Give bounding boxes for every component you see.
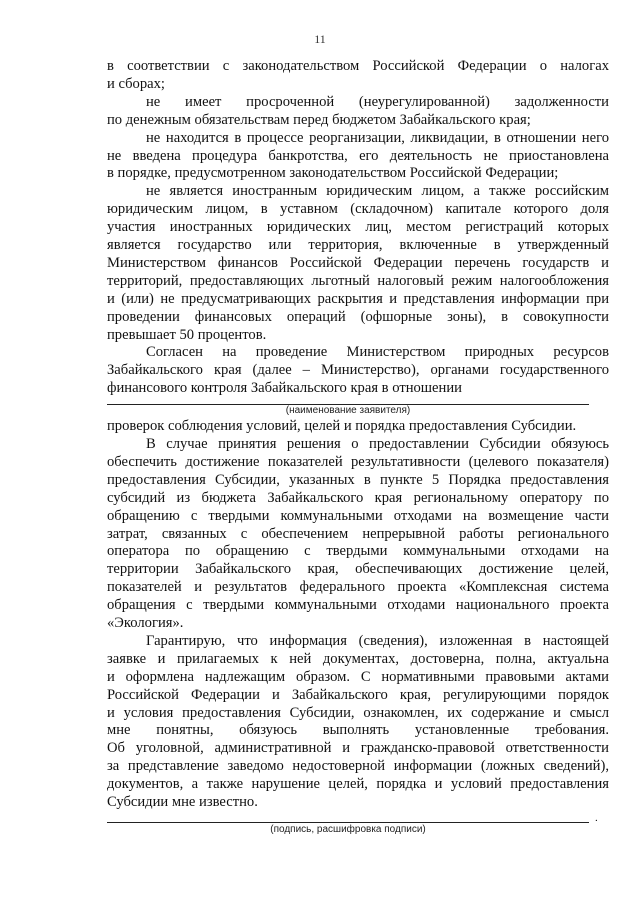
text-line: и (или) не предусматривающих раскрытия и представления информации при xyxy=(107,290,609,307)
text-line: Министерством финансов Российской Федерации перечень государств и xyxy=(107,254,609,271)
text-line: затрат, связанных с обеспечением непрерывной работы регионального xyxy=(107,525,609,542)
text-line: обращения с твердыми коммунальными отходами национального проекта xyxy=(107,597,609,614)
text-line: юридическим лицом, в уставном (складочном) капитале которого доля xyxy=(107,201,609,218)
text-line: проверок соблюдения условий, целей и порядка предоставления Субсидии. xyxy=(107,418,577,435)
text-line: и сборах; xyxy=(107,75,165,92)
text-line: Согласен на проведение Министерством природных ресурсов xyxy=(146,344,609,361)
text-line: показателей и результатов федерального проекта «Комплексная система xyxy=(107,579,609,596)
text-line: заявке и прилагаемых к ней документах, достоверна, полна, актуальна xyxy=(107,650,609,667)
text-line: документов, а также нарушение целей, порядка и условий предоставления xyxy=(107,776,609,793)
text-line: обращению с твердыми коммунальными отходами на возмещение части xyxy=(107,507,609,524)
text-line: мне понятны, обязуюсь выполнять установленные требования. xyxy=(107,722,609,739)
text-line: и условия предоставления Субсидии, ознакомлен, их содержание и смысл xyxy=(107,704,609,721)
text-line: в порядке, предусмотренном законодательством Российской Федерации; xyxy=(107,165,559,182)
text-line: территории Забайкальского края, обеспечивающих достижение целей, xyxy=(107,561,609,578)
text-line: В случае принятия решения о предоставлении Субсидии обязуюсь xyxy=(146,436,609,452)
text-line: участия иностранных юридических лиц, местом регистраций которых xyxy=(107,219,609,236)
text-line: не находится в процессе реорганизации, ликвидации, в отношении него xyxy=(146,129,609,146)
text-line: в соответствии с законодательством Российской Федерации о налогах xyxy=(107,58,609,74)
text-line: оператора по обращению с твердыми коммунальными отходами на xyxy=(107,543,609,560)
text-line: Гарантирую, что информация (сведения), изложенная в настоящей xyxy=(146,632,609,649)
text-line: предоставления Субсидии, указанных в пункте 5 Порядка предоставления xyxy=(107,471,609,488)
text-line: является государство или территория, включенные в утвержденный xyxy=(107,237,609,253)
text-line: Субсидии мне известно. xyxy=(107,794,258,810)
text-line: не имеет просроченной (неурегулированной) задолженности xyxy=(146,93,609,110)
text-line: субсидий из бюджета Забайкальского края региональному оператору по xyxy=(107,489,609,506)
text-line: обеспечить достижение показателей результативности (целевого показателя) xyxy=(107,453,609,470)
text-line: финансового контроля Забайкальского края в отношении xyxy=(107,380,462,397)
text-line: Российской Федерации и Забайкальского края, регулирующими порядок xyxy=(107,686,609,703)
signature-mark: . xyxy=(595,811,598,824)
text-line: за представление заведомо недостоверной информации (ложных сведений), xyxy=(107,758,609,775)
text-line: превышает 50 процентов. xyxy=(107,326,267,343)
signature-caption: (подпись, расшифровка подписи) xyxy=(270,823,426,835)
text-line: Об уголовной, административной и гражданско-правовой ответственности xyxy=(107,740,609,757)
text-line: Забайкальского края (далее – Министерство), органами государственного xyxy=(107,362,609,379)
text-line: территорий, предоставляющих льготный налоговый режим налогообложения xyxy=(107,272,609,289)
applicant-caption: (наименование заявителя) xyxy=(285,405,411,417)
signature-line xyxy=(107,822,589,823)
text-line: не является иностранным юридическим лицом, а также российским xyxy=(146,183,609,200)
page-number: 11 xyxy=(314,32,326,46)
text-line: и оформлена надлежащим образом. С нормативными правовыми актами xyxy=(107,668,609,685)
text-line: не введена процедура банкротства, его деятельность не приостановлена xyxy=(107,147,609,164)
text-line: проведении финансовых операций (офшорные зоны), в совокупности xyxy=(107,308,609,325)
text-line: «Экология». xyxy=(107,615,184,631)
text-line: по денежным обязательствам перед бюджетом Забайкальского края; xyxy=(107,111,531,128)
